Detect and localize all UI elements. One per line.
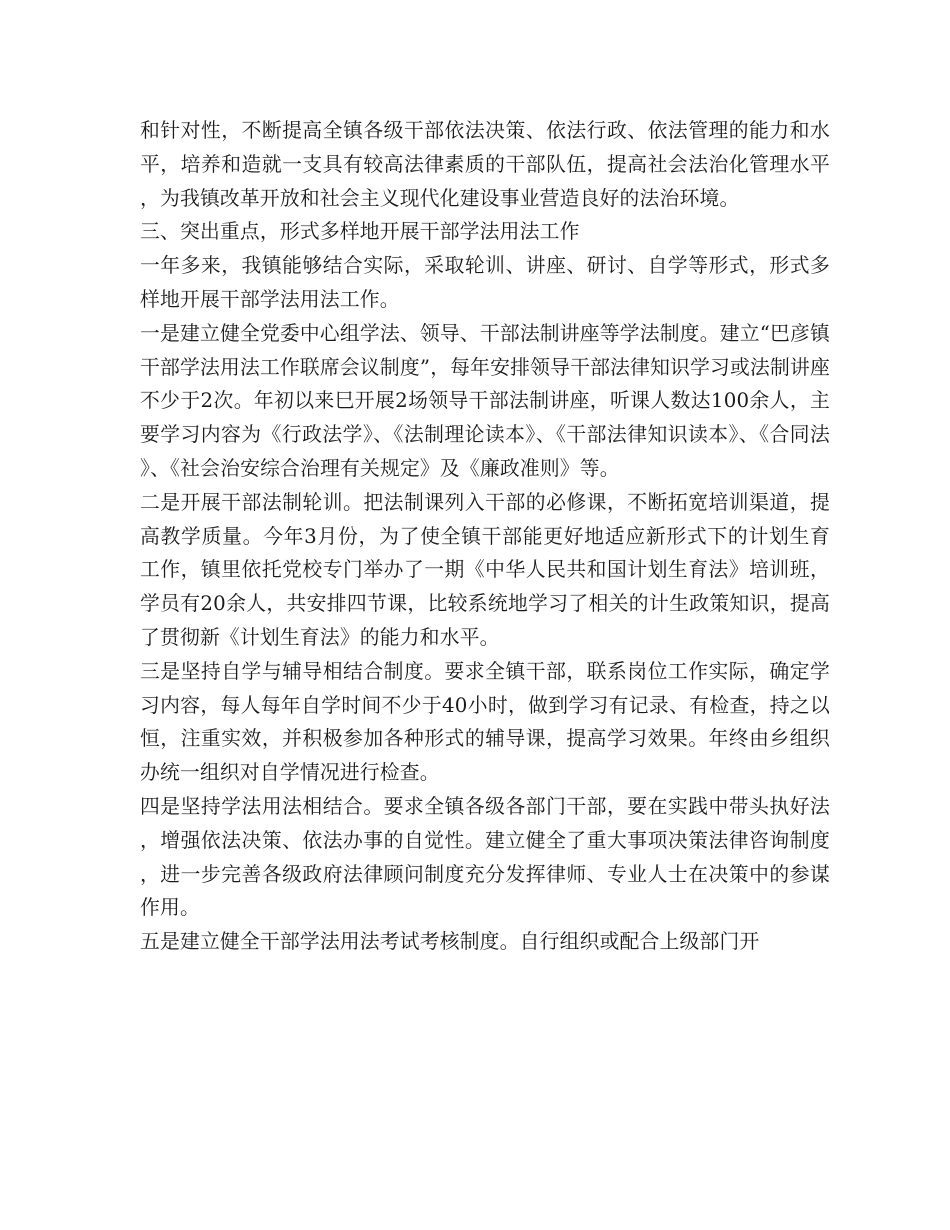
paragraph-item-3: 三是坚持自学与辅导相结合制度。要求全镇干部，联系岗位工作实际，确定学习内容，每人每年自学时间不少于40小时，做到学习有记录、有检查，持之以恒，注重实效，并积极参加各种形式的辅导课，提高学习效果。年终由乡组织办统一组织对自学情况进行检查。 (140, 659, 830, 785)
paragraph-item-1: 一是建立健全党委中心组学法、领导、干部法制讲座等学法制度。建立“巴彦镇干部学法用法工作联席会议制度”，每年安排领导干部法律知识学习或法制讲座不少于2次。年初以来巳开展2场领导干部法制讲座，听课人数达100余人，主要学习内容为《行政法学》、《法制理论读本》、《干部法律知识读本》、《合同法》、《社会治安综合治理有关规定》及《廉政准则》等。 (140, 321, 830, 480)
section-heading: 三、突出重点，形式多样地开展干部学法用法工作 (140, 220, 580, 244)
paragraph-intro: 一年多来，我镇能够结合实际，采取轮训、讲座、研讨、自学等形式，形式多样地开展干部学法用法工作。 (140, 254, 830, 311)
paragraph-continuation: 和针对性，不断提高全镇各级干部依法决策、依法行政、依法管理的能力和水平，培养和造就一支具有较高法律素质的干部队伍，提高社会法治化管理水平，为我镇改革开放和社会主义现代化建设事业营造良好的法治环境。 (140, 119, 830, 210)
paragraph-item-5: 五是建立健全干部学法用法考试考核制度。自行组织或配合上级部门开 (140, 930, 760, 954)
paragraph-item-4: 四是坚持学法用法相结合。要求全镇各级各部门干部，要在实践中带头执好法，增强依法决策、依法办事的自觉性。建立健全了重大事项决策法律咨询制度，进一步完善各级政府法律顾问制度充分发挥律师、专业人士在决策中的参谋作用。 (140, 794, 830, 920)
paragraph-item-2: 二是开展干部法制轮训。把法制课列入干部的必修课，不断拓宽培训渠道，提高教学质量。今年3月份，为了使全镇干部能更好地适应新形式下的计划生育工作，镇里依托党校专门举办了一期《中华人民共和国计划生育法》培训班，学员有20余人，共安排四节课，比较系统地学习了相关的计生政策知识，提高了贯彻新《计划生育法》的能力和水平。 (140, 490, 830, 649)
document-body (140, 114, 830, 959)
